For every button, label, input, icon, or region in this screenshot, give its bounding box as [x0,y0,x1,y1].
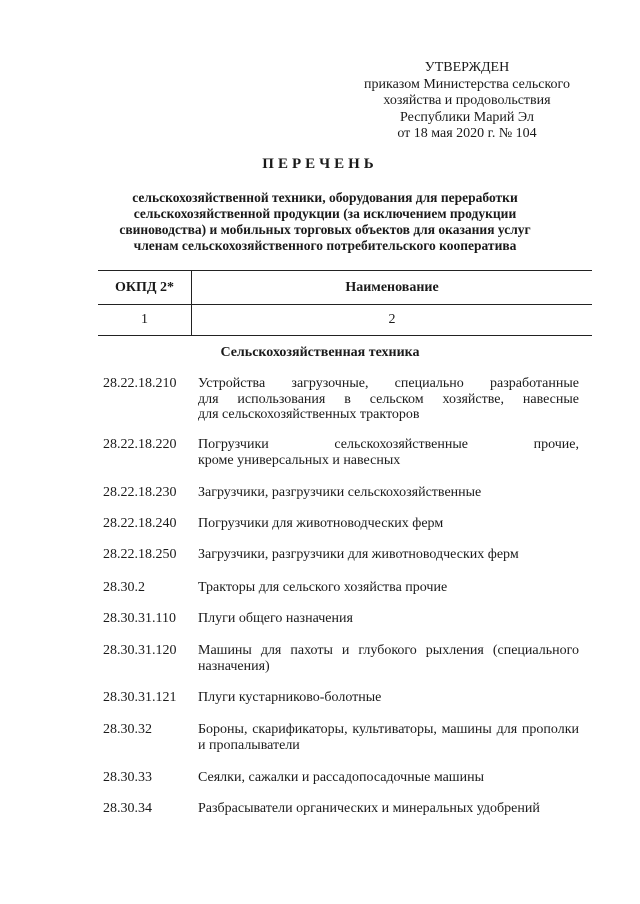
document-subtitle [110,190,540,254]
subtitle-line: членам сельскохозяйственного потребительского кооператива [133,238,517,253]
item-code: 28.30.34 [103,801,152,816]
item-name-line: Бороны, скарификаторы, культиваторы, машины для прополки [198,722,579,737]
item-code: 28.22.18.250 [103,547,177,562]
item-name [198,376,579,423]
subtitle-line: свиноводства) и мобильных торговых объектов для оказания услуг [119,222,531,237]
item-name-line: Сеялки, сажалки и рассадопосадочные машины [198,770,484,785]
item-name-line: Устройства загрузочные, специально разработанные [198,376,579,391]
item-name [198,547,579,563]
item-code: 28.30.31.121 [103,690,177,705]
item-name-line: Плуги кустарниково-болотные [198,690,382,705]
section-title: Сельскохозяйственная техника [220,345,420,360]
item-name-line: Машины для пахоты и глубокого рыхления (специального [198,643,579,658]
item-name-line: Погрузчики сельскохозяйственные прочие, [198,437,579,452]
approval-republic-line: Республики Марий Эл [400,109,534,125]
item-name [198,690,579,706]
item-name-line: назначения) [198,658,270,674]
column-number-name: 2 [192,305,593,336]
item-name [198,485,579,501]
item-code: 28.22.18.230 [103,485,177,500]
item-code: 28.30.31.120 [103,643,177,658]
column-header-code: ОКПД 2* [98,271,192,305]
table-header [98,270,592,336]
item-name [198,801,579,817]
item-code: 28.22.18.210 [103,376,177,391]
item-name-line: Разбрасыватели органических и минеральных удобрений [198,801,540,816]
item-code: 28.30.33 [103,770,152,785]
item-name-line: Загрузчики, разгрузчики для животноводческих ферм [198,547,519,562]
item-name-line: кроме универсальных и навесных [198,452,401,468]
item-name-line: для использования в сельском хозяйстве, навесные [198,391,579,407]
approval-date-line: от 18 мая 2020 г. № 104 [397,126,537,141]
item-name-line: Плуги общего назначения [198,611,353,626]
item-name-line: и пропалыватели [198,737,300,753]
item-name [198,722,579,753]
item-name-line: Тракторы для сельского хозяйства прочие [198,580,448,595]
item-code: 28.30.32 [103,722,152,737]
column-number-code: 1 [98,305,192,336]
document-title: ПЕРЕЧЕНЬ [262,156,378,172]
item-code: 28.30.31.110 [103,611,176,626]
item-code: 28.22.18.220 [103,437,177,452]
item-name [198,516,579,532]
approval-heading: УТВЕРЖДЕН [424,60,510,75]
approval-stamp [352,60,582,143]
item-name [198,580,579,596]
approval-ministry-line: хозяйства и продовольствия [383,93,551,108]
subtitle-line: сельскохозяйственной техники, оборудования для переработки [132,190,518,205]
approval-order-line: приказом Министерства сельского [364,76,570,92]
subtitle-line: сельскохозяйственной продукции (за исключением продукции [133,206,517,221]
item-code: 28.22.18.240 [103,516,177,531]
item-name [198,437,579,468]
item-name [198,770,579,786]
item-name [198,611,579,627]
item-name-line: для сельскохозяйственных тракторов [198,407,420,422]
item-name-line: Погрузчики для животноводческих ферм [198,516,444,531]
item-name-line: Загрузчики, разгрузчики сельскохозяйственные [198,485,482,500]
column-header-name: Наименование [192,271,593,305]
item-code: 28.30.2 [103,580,145,595]
item-name [198,643,579,674]
